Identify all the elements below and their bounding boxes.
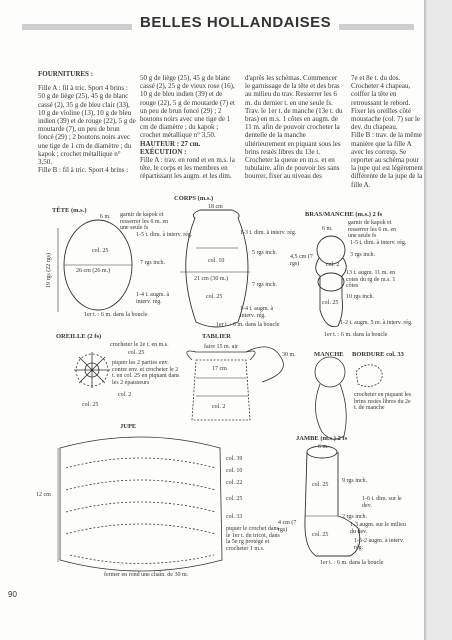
fille-b-materials: 50 g de liège (25), 45 g de blanc cassé (2), 25 g de vieux rose (16), 10 g de bleu indien (39) et de rouge (22), 5 g de moutarde (7) et un peu de brun foncé (29) ; 2 boutons noirs avec une tige de 1 cm de diamètre ; du kapok ; crochet métallique n° 3,50. <box>140 74 235 140</box>
corps-label: 7 rgs inch. <box>252 282 278 288</box>
corps-label: col. 25 <box>206 294 223 300</box>
tete-title: TÊTE (m.s.) <box>52 207 87 214</box>
bras-label: 1er t. : 6 m. dans la boucle <box>324 332 388 338</box>
jupe-label: 12 cm <box>36 492 51 498</box>
bras-label: 6 m. <box>322 226 333 232</box>
jambe-label: 1er t. : 6 m. dans la boucle <box>320 560 384 566</box>
tete-diagram <box>58 220 132 312</box>
bras-label: 4,5 cm (7 rgs) <box>290 254 313 267</box>
hauteur-line: HAUTEUR : 27 cm. <box>140 139 201 148</box>
manche-title: MANCHE <box>314 351 344 358</box>
jambe-label: col. 25 <box>312 532 329 538</box>
fille-a-materials: Fille A : fil à tric. Sport 4 brins : 50 g de liège (25), 45 g de blanc cassé (2), 35 g de bleu clair (33), 10 g de violine (13), 10 g de bleu indien (39) et de rouge (22), 5 g de moutarde (7), un peu de brun foncé (29) ; 2 boutons noirs avec une tige de 1 cm de diamètre ; du kapok ; crochet métallique n° 3,50. <box>38 84 136 167</box>
bras-label: 1-2 t. augm. 5 m. à interv. rég. <box>340 320 413 326</box>
jambe-label: 9 rgs inch. <box>342 478 368 484</box>
corps-label: 1er t. : 6 m. dans la boucle <box>216 322 280 328</box>
jupe-label: col. 39 <box>226 456 243 462</box>
jupe-label: col. 25 <box>226 496 243 502</box>
jambe-title: JAMBE (m.s.) 2 fs <box>296 435 348 442</box>
tete-label: 6 m. <box>100 214 111 220</box>
tete-label: col. 25 <box>92 248 109 254</box>
tablier-label: faire 15 m. air <box>204 344 238 350</box>
bras-label: 1-5 t. dim. à interv. rég. <box>350 240 407 246</box>
bras-label: col. 2 <box>326 262 340 268</box>
fille-b-materials-start: Fille B : fil à tric. Sport 4 brins : <box>38 166 129 175</box>
oreille-label: col. 2 <box>118 392 132 398</box>
page-title: BELLES HOLLANDAISES <box>132 14 339 31</box>
jupe-label: col. 33 <box>226 514 243 520</box>
corps-label: 5 rgs inch. <box>252 250 278 256</box>
instructions-end: 7e et 8e t. du dos. Crocheter 4 chapeau, coiffer la tête en retroussant le rebord. Fixer les oreilles côté moustache (col. 7) sur le dev. du chapeau. <box>351 74 421 132</box>
bras-label: col. 25 <box>322 300 339 306</box>
corps-label: col. 10 <box>208 258 225 264</box>
jambe-label: 1-6-2 augm. à interv. rég. <box>354 538 405 551</box>
tete-label: 7 rgs inch. <box>140 260 166 266</box>
corps-label: 18 cm <box>208 204 223 210</box>
jambe-label: 6 m. <box>318 444 329 450</box>
tete-label: 26 cm (26 m.) <box>76 268 110 274</box>
bras-label: 10 rgs inch. <box>346 294 375 300</box>
tablier-label: 30 m. <box>282 352 296 358</box>
bras-label: 13 t. augm. 11 m. en cotes du rg de m.s. 1 côtes <box>346 270 396 289</box>
jambe-label: 1-3 augm. sur le milieu du dev. <box>350 522 406 535</box>
oreille-label: crocheter le 2e t. en m.s. <box>110 342 169 348</box>
tete-label: 1er t. : 6 m. dans la boucle <box>84 312 148 318</box>
corps-title: CORPS (m.s.) <box>174 195 214 202</box>
bras-title: BRAS/MANCHE (m.s.) 2 fs <box>305 211 383 218</box>
tete-label: garnir de kapok et resserrer les 6 m. en une seule fs <box>120 212 169 231</box>
jupe-title: JUPE <box>120 423 137 430</box>
jupe-label: piquer le crochet dans le 1er t. du tricot, dans la 5e rg protégé et crocheter 1 m.s. <box>226 526 280 552</box>
tablier-label: col. 2 <box>212 404 226 410</box>
fille-a-execution: Fille A : trav. en rond et en m.s. la tête, le corps et les membres en répartissant les augm. et les dim. <box>140 156 235 181</box>
jambe-label: 4 cm (7 rgs) <box>278 520 297 533</box>
bordure-label: crocheter en piquant les brins restés libres du 2e t. de manche <box>354 392 412 411</box>
jupe-label: col. 10 <box>226 468 243 474</box>
tablier-diagram <box>187 347 284 420</box>
bras-label: garnir de kapok et resserrer les 6 m. en une seule fs <box>348 220 397 239</box>
tete-label: 1-4 t. augm. à interv. rég. <box>136 292 170 305</box>
tablier-label: 17 cm <box>212 366 227 372</box>
tete-label: 19 rgs (22 rgs) <box>46 253 52 288</box>
adjacent-page-edge <box>428 0 452 640</box>
jambe-label: 1-6 t. dim. sur le dev. <box>362 496 402 509</box>
jupe-label: col. 22 <box>226 480 243 486</box>
jambe-label: col. 25 <box>312 482 329 488</box>
fournitures-heading: FOURNITURES : <box>38 70 94 78</box>
jupe-label: fermer en rond une chaîn. de 30 m. <box>104 572 189 578</box>
tete-label: 1-5 t. dim. à interv. rég. <box>136 232 193 238</box>
corps-label: 1-4 t. augm. à interv. rég. <box>240 306 274 319</box>
tablier-title: TABLIER <box>202 333 231 340</box>
page-number: 90 <box>8 590 17 599</box>
bras-label: 3 rgs inch. <box>350 252 376 258</box>
corps-label: 21 cm (30 m.) <box>194 276 228 282</box>
oreille-diagram <box>74 352 110 388</box>
oreille-label: piquer les 2 parties env. contre env. et crocheter le 2 t. en col. 25 en piquant dans les 2 épaisseurs <box>112 360 180 386</box>
jupe-diagram <box>58 437 222 571</box>
corps-label: 1-3 t. dim. à interv. rég. <box>240 230 297 236</box>
fille-b-execution: Fille B : trav. de la même manière que la fille A avec les corresp. Se reporter au schéma pour la jupe qui est légèrement différente de la jupe de la fille A. <box>351 131 423 189</box>
jambe-diagram <box>305 446 360 556</box>
execution-heading: EXÉCUTION : <box>140 147 187 156</box>
oreille-label: col. 25 <box>82 402 99 408</box>
instructions-continued: d'après les schémas. Commencer le garnissage de la tête et des bras au milieu du trav. Resserrer les 6 m. du dernier t. en une seule fs. Trav. le 1er t. de manche (13e t. du bras) en m.s. 1 côtes en augm. de 11 m. afin de pouvoir crocheter la dentelle de la manche ultérieurement en piquant sous les brins restés libres du 13e t. Crocheter la queue en m.s. et en tubulaire, afin de pouvoir les sans bourrer, fixer au niveau des <box>245 74 343 181</box>
oreille-title: OREILLE (2 fs) <box>56 333 102 340</box>
oreille-label: col. 25 <box>128 350 145 356</box>
bordure-title: BORDURE col. 33 <box>352 351 404 358</box>
bras-diagram <box>316 236 347 327</box>
jambe-label: 2 rgs inch. <box>342 514 368 520</box>
